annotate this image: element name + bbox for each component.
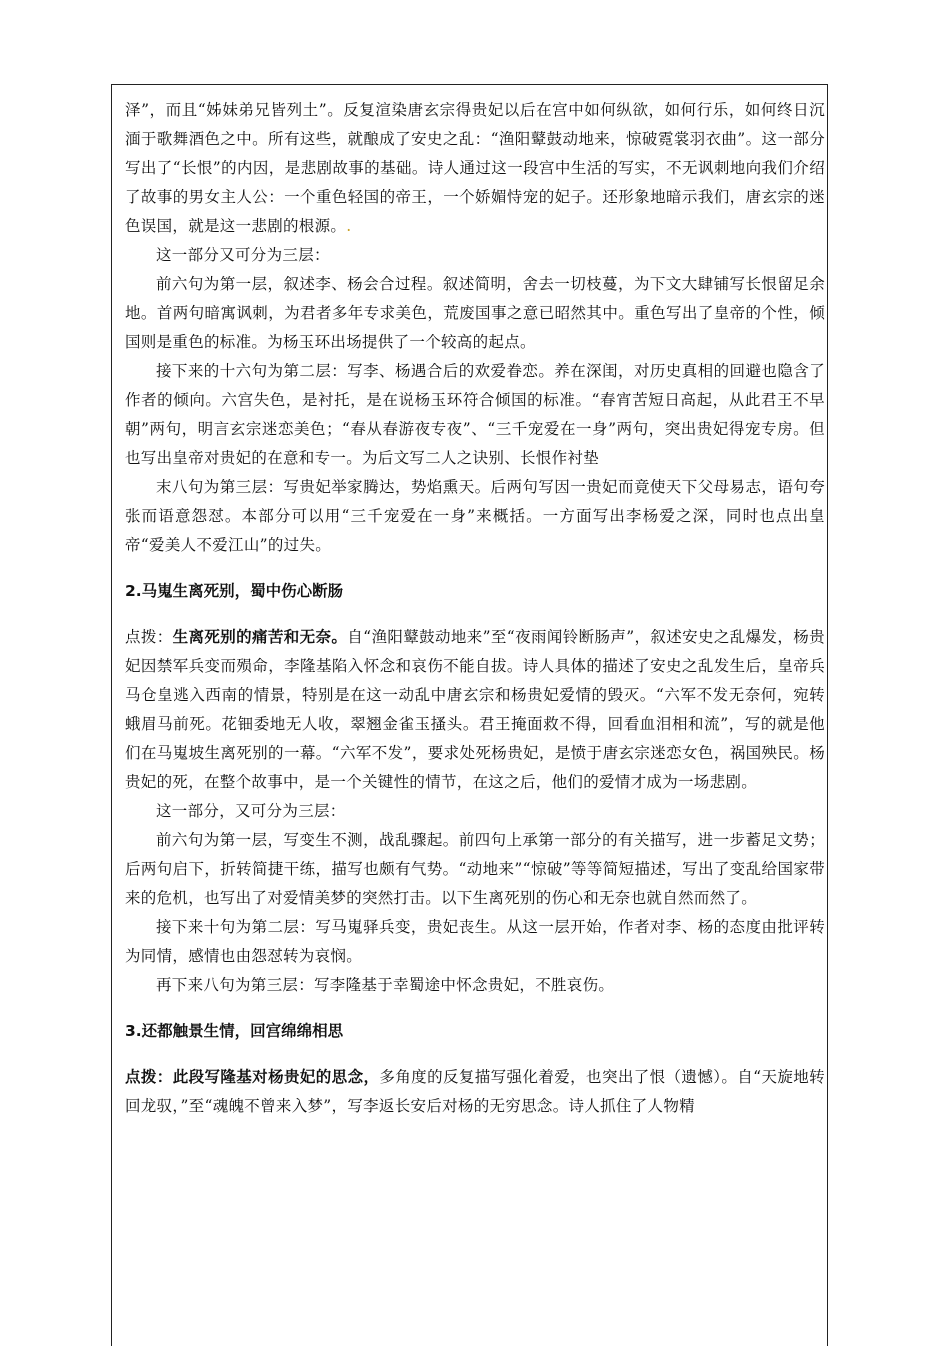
paragraph: 泽”，而且“姊妹弟兄皆列土”。反复渲染唐玄宗得贵妃以后在宫中如何纵欲，如何行乐，如何终日沉湎于歌舞酒色之中。所有这些，就酿成了安史之乱：“渔阳鼙鼓动地来，惊破霓裳羽衣曲”。这一部分写出了“长恨”的内因，是悲剧故事的基础。诗人通过这一段宫中生活的写实，不无讽刺地向我们介绍了故事的男女主人公：一个重色轻国的帝王，一个娇媚恃宠的妃子。还形象地暗示我们，唐玄宗的迷色误国，就是这一悲剧的根源。. <box>125 101 825 235</box>
lead-emphasis: 生离死别的痛苦和无奈。 <box>172 628 348 646</box>
paragraph: 前六句为第一层，写变生不测，战乱骤起。前四句上承第一部分的有关描写，进一步蓄足文势；后两句启下，折转简捷干练，描写也颇有气势。“动地来”“惊破”等等简短描述，写出了变乱给国家带来的危机，也写出了对爱情美梦的突然打击。以下生离死别的伤心和无奈也就自然而然了。 <box>125 831 825 907</box>
paragraph: 点拨：生离死别的痛苦和无奈。自“渔阳鼙鼓动地来”至“夜雨闻铃断肠声”，叙述安史之乱爆发，杨贵妃因禁军兵变而殒命，李隆基陷入怀念和哀伤不能自拔。诗人具体的描述了安史之乱发生后，皇帝兵马仓皇逃入西南的情景，特别是在这一动乱中唐玄宗和杨贵妃爱情的毁灭。“六军不发无奈何，宛转蛾眉马前死。花钿委地无人收，翠翘金雀玉搔头。君王掩面救不得，回看血泪相和流”，写的就是他们在马嵬坡生离死别的一幕。“六军不发”，要求处死杨贵妃，是愤于唐玄宗迷恋女色，祸国殃民。杨贵妃的死，在整个故事中，是一个关键性的情节，在这之后，他们的爱情才成为一场悲剧。 <box>125 628 825 791</box>
paragraph: 点拨：此段写隆基对杨贵妃的思念，多角度的反复描写强化着爱，也突出了恨（遗憾）。自“天旋地转回龙驭，”至“魂魄不曾来入梦”，写李返长安后对杨的无穷思念。诗人抓住了人物精 <box>125 1068 825 1115</box>
paragraph: 这一部分又可分为三层： <box>156 246 330 264</box>
lead-emphasis: 点拨：此段写隆基对杨贵妃的思念， <box>125 1068 380 1086</box>
paragraph: 前六句为第一层，叙述李、杨会合过程。叙述简明，舍去一切枝蔓，为下文大肆铺写长恨留足余地。首两句暗寓讽刺，为君者多年专求美色，荒废国事之意已昭然其中。重色写出了皇帝的个性，倾国则是重色的标准。为杨玉环出场提供了一个较高的起点。 <box>125 275 825 351</box>
paragraph: 接下来的十六句为第二层：写李、杨遇合后的欢爱眷恋。养在深闺，对历史真相的回避也隐含了作者的倾向。六宫失色，是衬托，是在说杨玉环符合倾国的标准。“春宵苦短日高起，从此君王不早朝”两句，明言玄宗迷恋美色；“春从春游夜专夜”、“三千宠爱在一身”两句，突出贵妃得宠专房。但也写出皇帝对贵妃的在意和专一。为后文写二人之诀别、长恨作衬垫 <box>125 362 825 467</box>
section-heading: 2.马嵬生离死别，蜀中伤心断肠 <box>125 582 344 600</box>
paragraph: 再下来八句为第三层：写李隆基于幸蜀途中怀念贵妃，不胜哀伤。 <box>156 976 615 994</box>
paragraph: 末八句为第三层：写贵妃举家腾达，势焰熏天。后两句写因一贵妃而竟使天下父母易志，语句夸张而语意怨怼。本部分可以用“三千宠爱在一身”来概括。一方面写出李杨爱之深，同时也点出皇帝“爱美人不爱江山”的过失。 <box>125 478 825 554</box>
section-heading: 3.还都触景生情，回宫绵绵相思 <box>125 1022 344 1040</box>
ink-mark: . <box>346 217 352 235</box>
document-body <box>125 96 825 1121</box>
lead-label: 点拨： <box>125 628 173 646</box>
paragraph: 接下来十句为第二层：写马嵬驿兵变，贵妃丧生。从这一层开始，作者对李、杨的态度由批评转为同情，感情也由怨怼转为哀悯。 <box>125 918 825 965</box>
paragraph: 这一部分，又可分为三层： <box>156 802 346 820</box>
